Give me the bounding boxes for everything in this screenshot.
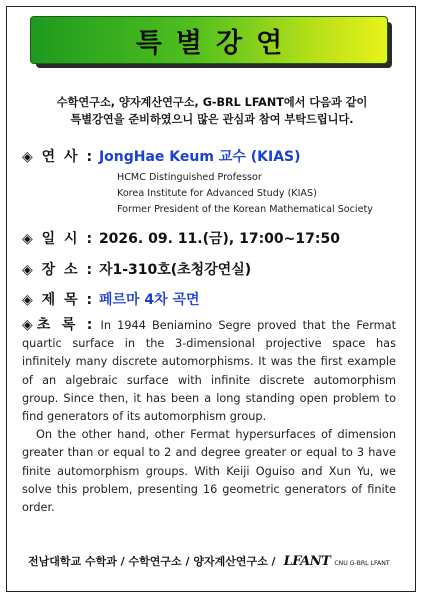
place-value: 자1-310호(초청강연실): [98, 262, 252, 278]
place-row: [22, 259, 251, 279]
intro-text: [20, 94, 404, 128]
abstract-head: [22, 317, 94, 333]
abstract-paragraph-1: [22, 316, 396, 426]
abstract-text-1: In 1944 Beniamino Segre proved that the Fermat quartic surface in the 3-dimensional projective space has infinitely many discrete automorphisms. It was the first example of an algebraic surface with infinite discrete automorphism group. Since then, it has been a long standing open problem to find generators of its automorphism group.: [22, 319, 396, 424]
footer: [28, 553, 390, 569]
speaker-name: JongHae Keum 교수 (KIAS): [98, 149, 301, 165]
speaker-row: [22, 146, 301, 166]
date-row: [22, 228, 340, 248]
place-label: 장 소 :: [41, 262, 95, 278]
diamond-bullet-icon: ◈: [22, 317, 33, 333]
diamond-bullet-icon: ◈: [22, 149, 33, 165]
lfant-logo-text: CNU G-BRL LFANT: [334, 559, 390, 567]
speaker-detail-line: HCMC Distinguished Professor: [117, 172, 262, 183]
speaker-detail-line: Former President of the Korean Mathematical Society: [117, 204, 373, 215]
date-value: 2026. 09. 11.(금), 17:00~17:50: [98, 231, 340, 247]
speaker-label: 연 사 :: [41, 149, 95, 165]
lfant-logo-mark: LFANT: [283, 553, 331, 569]
talk-title-label: 제 목 :: [41, 292, 95, 308]
diamond-bullet-icon: ◈: [22, 262, 33, 278]
abstract-paragraph-2: On the other hand, other Fermat hypersurfaces of dimension greater than or equal to 2 and degree greater or equal to 3 have finite automorphism groups. With Keiji Oguiso and Xun Yu, we solve this problem, presenting 16 geometric generators of finite order.: [22, 428, 396, 515]
abstract-label: 초 록 :: [36, 317, 95, 333]
lfant-logo: [284, 554, 390, 569]
talk-title-value: 페르마 4차 곡면: [98, 292, 200, 308]
date-label: 일 시 :: [41, 231, 95, 247]
footer-text: 전남대학교 수학과 / 수학연구소 / 양자계산연구소 /: [28, 555, 276, 568]
diamond-bullet-icon: ◈: [22, 292, 33, 308]
title-banner: [30, 16, 388, 64]
intro-line-2: 특별강연을 준비하였으니 많은 관심과 참여 부탁드립니다.: [70, 113, 354, 126]
speaker-detail-line: Korea Institute for Advanced Study (KIAS): [117, 188, 317, 199]
page-title: 특별강연: [135, 27, 297, 59]
diamond-bullet-icon: ◈: [22, 231, 33, 247]
abstract-block: [22, 316, 396, 517]
speaker-details: [117, 170, 373, 218]
intro-line-1: 수학연구소, 양자계산연구소, G-BRL LFANT에서 다음과 같이: [56, 96, 368, 109]
talk-title-row: [22, 289, 200, 309]
